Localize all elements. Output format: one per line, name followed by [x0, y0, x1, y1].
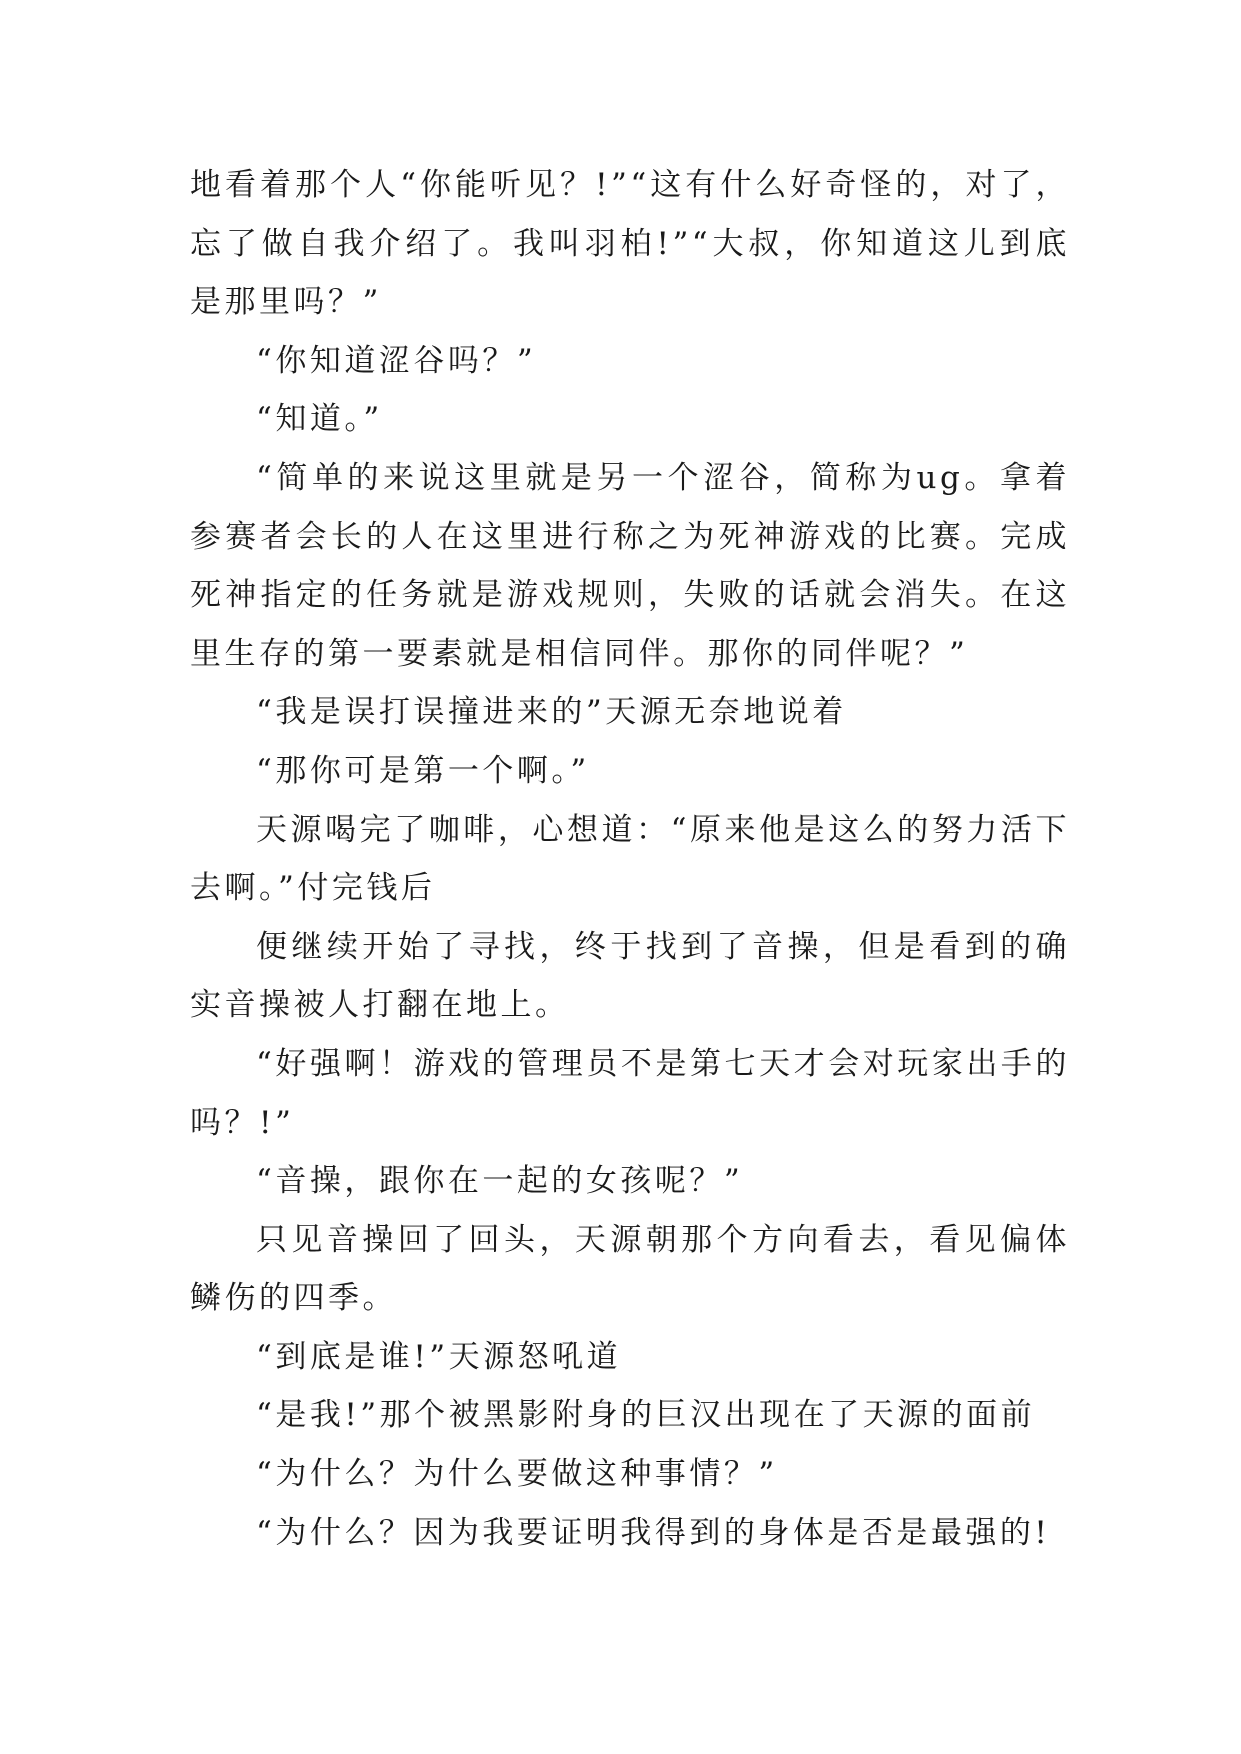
paragraph: “简单的来说这里就是另一个涩谷，简称为ug。拿着参赛者会长的人在这里进行称之为死神游戏的比赛。完成死神指定的任务就是游戏规则，失败的话就会消失。在这里生存的第一要素就是相信同伴。那你的同伴呢？”: [190, 459, 1070, 672]
paragraph: “到底是谁!”天源怒吼道: [256, 1338, 622, 1375]
paragraph: “那你可是第一个啊。”: [256, 752, 590, 789]
paragraph: “音操，跟你在一起的女孩呢？”: [256, 1163, 744, 1200]
paragraph: 地看着那个人“你能听见？!”“这有什么好奇怪的，对了，忘了做自我介绍了。我叫羽柏!”“大叔，你知道这儿到底是那里吗？”: [190, 167, 1070, 321]
paragraph: 只见音操回了回头，天源朝那个方向看去，看见偏体鳞伤的四季。: [190, 1221, 1070, 1317]
paragraph: “为什么？为什么要做这种事情？”: [256, 1456, 778, 1493]
paragraph: 天源喝完了咖啡，心想道：“原来他是这么的努力活下去啊。”付完钱后: [190, 811, 1070, 907]
paragraph: “是我!”那个被黑影附身的巨汉出现在了天源的面前: [256, 1397, 1036, 1434]
paragraph: “我是误打误撞进来的”天源无奈地说着: [256, 694, 847, 731]
body-text: [190, 156, 1070, 1562]
paragraph: “好强啊！游戏的管理员不是第七天才会对玩家出手的吗？!”: [190, 1045, 1070, 1141]
paragraph: “知道。”: [256, 401, 383, 438]
paragraph: 便继续开始了寻找，终于找到了音操，但是看到的确实音操被人打翻在地上。: [190, 928, 1070, 1024]
paragraph: “你知道涩谷吗？”: [256, 342, 537, 379]
paragraph: “为什么？因为我要证明我得到的身体是否是最强的!: [256, 1514, 1051, 1551]
